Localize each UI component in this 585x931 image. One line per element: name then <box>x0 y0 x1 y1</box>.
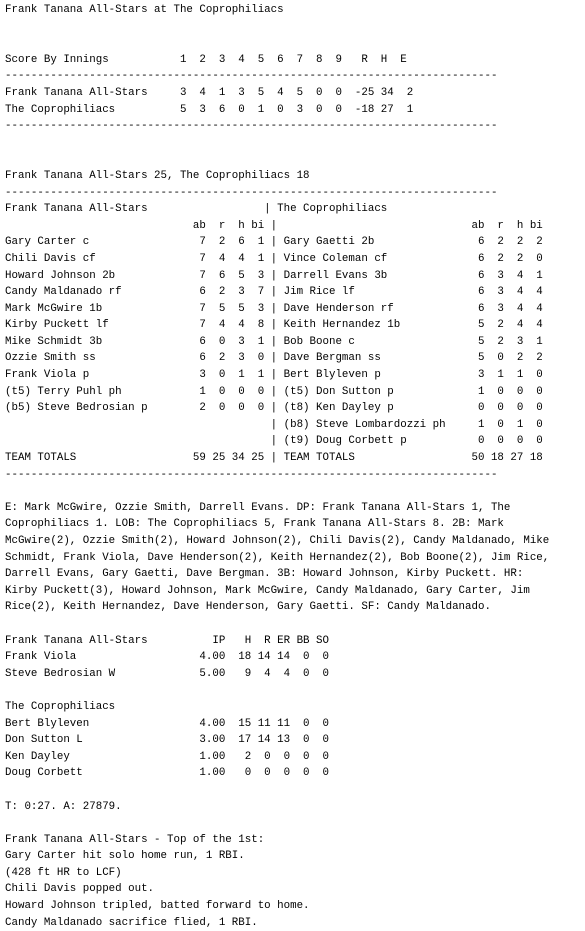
text-line: TEAM TOTALS 59 25 34 25 | TEAM TOTALS 50 18 27 18 <box>5 452 543 465</box>
text-line: ab r h bi | ab r h bi <box>5 219 543 232</box>
text-line: ---------------------------------------------------------------------------- <box>5 468 498 481</box>
text-line: Frank Tanana All-Stars | The Coprophiliacs <box>5 203 388 216</box>
text-line: | (b8) Steve Lombardozzi ph 1 0 1 0 <box>5 418 543 431</box>
text-line: The Coprophiliacs 5 3 6 0 1 0 3 0 0 -18 27 1 <box>5 103 414 116</box>
text-line: Score By Innings 1 2 3 4 5 6 7 8 9 R H E <box>5 53 407 66</box>
text-line: (t5) Terry Puhl ph 1 0 0 0 | (t5) Don Sutton p 1 0 0 0 <box>5 385 543 398</box>
text-line: Chili Davis cf 7 4 4 1 | Vince Coleman cf 6 2 2 0 <box>5 252 543 265</box>
text-line: Darrell Evans, Gary Gaetti, Dave Bergman. 3B: Howard Johnson, Kirby Puckett. HR: <box>5 568 524 581</box>
text-line: Kirby Puckett(3), Howard Johnson, Mark McGwire, Candy Maldanado, Gary Carter, Jim <box>5 584 530 597</box>
text-line: Gary Carter c 7 2 6 1 | Gary Gaetti 2b 6 2 2 2 <box>5 236 543 249</box>
text-line: (b5) Steve Bedrosian p 2 0 0 0 | (t8) Ken Dayley p 0 0 0 0 <box>5 402 543 415</box>
text-line: Mike Schmidt 3b 6 0 3 1 | Bob Boone c 5 2 3 1 <box>5 335 543 348</box>
text-line <box>5 135 583 152</box>
text-line <box>5 151 583 168</box>
text-line: | (t9) Doug Corbett p 0 0 0 0 <box>5 435 543 448</box>
text-line: Frank Viola 4.00 18 14 14 0 0 <box>5 651 329 664</box>
text-line: The Coprophiliacs <box>5 700 116 713</box>
text-line: Steve Bedrosian W 5.00 9 4 4 0 0 <box>5 667 329 680</box>
text-line: Chili Davis popped out. <box>5 883 155 896</box>
text-line <box>5 19 583 36</box>
text-line: Frank Tanana All-Stars - Top of the 1st: <box>5 833 265 846</box>
text-line: ---------------------------------------------------------------------------- <box>5 70 498 83</box>
text-line: Candy Maldanado sacrifice flied, 1 RBI. <box>5 916 258 929</box>
text-line: Coprophiliacs 1. LOB: The Coprophiliacs 5, Frank Tanana All-Stars 8. 2B: Mark <box>5 518 504 531</box>
text-line: Frank Tanana All-Stars at The Coprophiliacs <box>5 4 284 16</box>
text-line: Mark McGwire 1b 7 5 5 3 | Dave Henderson rf 6 3 4 4 <box>5 302 543 315</box>
text-line: Frank Tanana All-Stars 25, The Coprophiliacs 18 <box>5 169 310 182</box>
text-line: Rice(2), Keith Hernandez, Dave Henderson, Gary Gaetti. SF: Candy Maldanado. <box>5 601 491 614</box>
text-line: E: Mark McGwire, Ozzie Smith, Darrell Evans. DP: Frank Tanana All-Stars 1, The <box>5 501 511 514</box>
text-line <box>5 782 583 799</box>
text-line: Doug Corbett 1.00 0 0 0 0 0 <box>5 767 329 780</box>
box-score-document <box>5 2 583 931</box>
text-line: Schmidt, Frank Viola, Dave Henderson(2), Keith Hernandez(2), Bob Boone(2), Jim Rice, <box>5 551 550 564</box>
text-line <box>5 483 583 500</box>
text-line <box>5 35 583 52</box>
text-line: Don Sutton L 3.00 17 14 13 0 0 <box>5 734 329 747</box>
text-line: (428 ft HR to LCF) <box>5 866 122 879</box>
text-line: Frank Tanana All-Stars 3 4 1 3 5 4 5 0 0 -25 34 2 <box>5 86 414 99</box>
text-line: Howard Johnson tripled, batted forward to home. <box>5 900 310 913</box>
text-line: T: 0:27. A: 27879. <box>5 800 122 813</box>
text-line: Ken Dayley 1.00 2 0 0 0 0 <box>5 750 329 763</box>
text-line: McGwire(2), Ozzie Smith(2), Howard Johnson(2), Chili Davis(2), Candy Maldanado, Mike <box>5 535 550 547</box>
text-line: Bert Blyleven 4.00 15 11 11 0 0 <box>5 717 329 730</box>
text-line: Frank Tanana All-Stars IP H R ER BB SO <box>5 634 329 647</box>
text-line <box>5 616 583 633</box>
text-line: ---------------------------------------------------------------------------- <box>5 186 498 199</box>
text-line: Frank Viola p 3 0 1 1 | Bert Blyleven p 3 1 1 0 <box>5 369 543 382</box>
text-line: Gary Carter hit solo home run, 1 RBI. <box>5 850 245 863</box>
text-line: ---------------------------------------------------------------------------- <box>5 120 498 133</box>
text-line <box>5 815 583 832</box>
text-line: Kirby Puckett lf 7 4 4 8 | Keith Hernandez 1b 5 2 4 4 <box>5 319 543 332</box>
text-line: Candy Maldanado rf 6 2 3 7 | Jim Rice lf 6 3 4 4 <box>5 286 543 299</box>
text-line <box>5 682 583 699</box>
text-line: Ozzie Smith ss 6 2 3 0 | Dave Bergman ss 5 0 2 2 <box>5 352 543 365</box>
text-line: Howard Johnson 2b 7 6 5 3 | Darrell Evans 3b 6 3 4 1 <box>5 269 543 282</box>
